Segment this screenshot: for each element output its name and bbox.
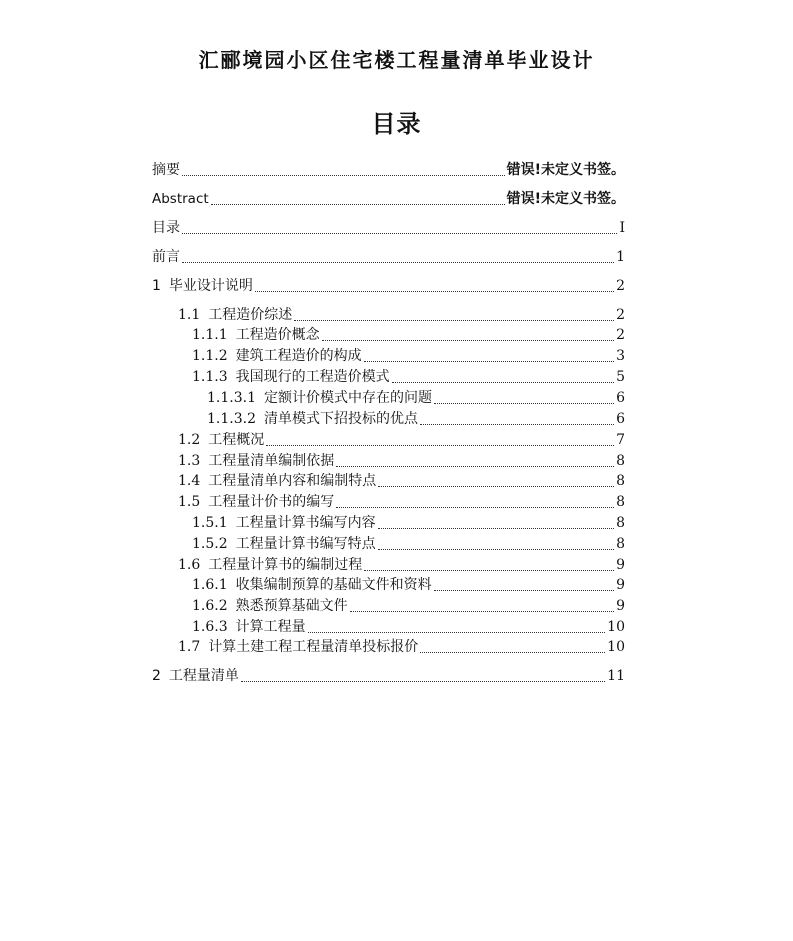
toc-entry-preface[interactable] bbox=[152, 247, 625, 267]
toc-entry-number: 1.1.3.1 bbox=[207, 390, 256, 406]
toc-entry-label: 工程量计算书编写内容 bbox=[235, 515, 376, 531]
toc-entry-page: 3 bbox=[616, 348, 625, 364]
toc-entry-number: 1 bbox=[152, 278, 161, 294]
toc-leader-dots bbox=[211, 204, 505, 205]
toc-entry-1-1[interactable] bbox=[178, 305, 625, 325]
toc-entry-1-1-3[interactable] bbox=[192, 367, 625, 387]
toc-entry-page: 2 bbox=[616, 327, 625, 343]
toc-entry-number: 2 bbox=[152, 668, 161, 684]
toc-entry-abstract-en[interactable] bbox=[152, 189, 625, 209]
toc-entry-label: 清单模式下招投标的优点 bbox=[263, 411, 418, 427]
toc-entry-page: I bbox=[619, 220, 625, 236]
toc-entry-page: 6 bbox=[616, 411, 625, 427]
toc-entry-page: 9 bbox=[616, 598, 625, 614]
toc-entry-contents[interactable] bbox=[152, 218, 625, 238]
toc-entry-number: 1.3 bbox=[178, 453, 201, 469]
toc-entry-page: 错误!未定义书签。 bbox=[506, 162, 625, 178]
toc-leader-dots bbox=[322, 340, 614, 341]
toc-leader-dots bbox=[378, 549, 614, 550]
toc-entry-page: 2 bbox=[616, 307, 625, 323]
toc-entry-label: 定额计价模式中存在的问题 bbox=[263, 390, 432, 406]
toc-entry-number: 1.6.3 bbox=[192, 619, 228, 635]
toc-entry-number: 1.1.3.2 bbox=[207, 411, 256, 427]
toc-entry-1-1-2[interactable] bbox=[192, 346, 625, 366]
toc-entry-label: 工程量计算书的编制过程 bbox=[208, 557, 363, 573]
toc-leader-dots bbox=[336, 507, 614, 508]
toc-leader-dots bbox=[420, 424, 614, 425]
toc-entry-label: 工程量计价书的编写 bbox=[208, 494, 335, 510]
toc-entry-label: 工程量计算书编写特点 bbox=[235, 536, 376, 552]
toc-entry-1-5[interactable] bbox=[178, 492, 625, 512]
toc-entry-1-6-3[interactable] bbox=[192, 617, 625, 637]
toc-entry-number: 1.7 bbox=[178, 639, 201, 655]
toc-leader-dots bbox=[364, 570, 614, 571]
toc-entry-page: 7 bbox=[616, 432, 625, 448]
toc-entry-page: 10 bbox=[607, 639, 625, 655]
toc-entry-number: 1.1.2 bbox=[192, 348, 228, 364]
toc-entry-label: 工程量清单编制依据 bbox=[208, 453, 335, 469]
toc-entry-1-3[interactable] bbox=[178, 451, 625, 471]
toc-entry-label: 计算工程量 bbox=[235, 619, 306, 635]
toc-leader-dots bbox=[182, 262, 614, 263]
toc-entry-1-1-1[interactable] bbox=[192, 325, 625, 345]
toc-entry-label: Abstract bbox=[152, 191, 209, 207]
toc-leader-dots bbox=[392, 382, 614, 383]
toc-entry-number: 1.4 bbox=[178, 473, 201, 489]
toc-entry-number: 1.6 bbox=[178, 557, 201, 573]
document-title: 汇郦境园小区住宅楼工程量清单毕业设计 bbox=[198, 48, 595, 72]
toc-leader-dots bbox=[420, 652, 605, 653]
toc-entry-page: 9 bbox=[616, 557, 625, 573]
toc-leader-dots bbox=[182, 233, 617, 234]
toc-entry-abstract-cn[interactable] bbox=[152, 160, 625, 180]
toc-entry-1-4[interactable] bbox=[178, 471, 625, 491]
toc-entry-label: 工程造价综述 bbox=[208, 307, 293, 323]
toc-entry-page: 5 bbox=[616, 369, 625, 385]
toc-entry-page: 6 bbox=[616, 390, 625, 406]
toc-entry-chapter-2[interactable] bbox=[152, 666, 625, 686]
toc-entry-1-6[interactable] bbox=[178, 555, 625, 575]
toc-leader-dots bbox=[241, 681, 605, 682]
toc-entry-1-1-3-2[interactable] bbox=[207, 409, 625, 429]
toc-entry-label: 前言 bbox=[152, 249, 180, 265]
toc-leader-dots bbox=[350, 611, 614, 612]
toc-entry-page: 8 bbox=[616, 473, 625, 489]
toc-entry-page: 8 bbox=[616, 453, 625, 469]
toc-entry-number: 1.6.2 bbox=[192, 598, 228, 614]
toc-entry-label: 工程量清单内容和编制特点 bbox=[208, 473, 377, 489]
toc-entry-label: 工程造价概念 bbox=[235, 327, 320, 343]
toc-entry-page: 8 bbox=[616, 494, 625, 510]
toc-entry-label: 熟悉预算基础文件 bbox=[235, 598, 348, 614]
toc-entry-chapter-1[interactable] bbox=[152, 276, 625, 296]
toc-leader-dots bbox=[294, 320, 614, 321]
toc-entry-page: 1 bbox=[616, 249, 625, 265]
toc-entry-number: 1.2 bbox=[178, 432, 201, 448]
toc-entry-page: 11 bbox=[607, 668, 625, 684]
toc-leader-dots bbox=[434, 590, 614, 591]
toc-entry-1-6-2[interactable] bbox=[192, 596, 625, 616]
toc-entry-1-6-1[interactable] bbox=[192, 575, 625, 595]
toc-entry-number: 1.1 bbox=[178, 307, 201, 323]
toc-leader-dots bbox=[182, 175, 505, 176]
toc-heading: 目录 bbox=[371, 110, 422, 138]
toc-entry-1-5-2[interactable] bbox=[192, 534, 625, 554]
toc-leader-dots bbox=[308, 632, 606, 633]
toc-entry-page: 10 bbox=[607, 619, 625, 635]
toc-entry-1-1-3-1[interactable] bbox=[207, 388, 625, 408]
toc-entry-page: 8 bbox=[616, 515, 625, 531]
toc-leader-dots bbox=[255, 291, 614, 292]
toc-entry-number: 1.6.1 bbox=[192, 577, 228, 593]
toc-entry-label: 收集编制预算的基础文件和资料 bbox=[235, 577, 432, 593]
toc-entry-1-2[interactable] bbox=[178, 430, 625, 450]
toc-entry-label: 摘要 bbox=[152, 162, 180, 178]
toc-leader-dots bbox=[336, 466, 614, 467]
toc-entry-1-5-1[interactable] bbox=[192, 513, 625, 533]
toc-entry-page: 2 bbox=[616, 278, 625, 294]
toc-entry-page: 9 bbox=[616, 577, 625, 593]
toc-entry-page: 8 bbox=[616, 536, 625, 552]
toc-leader-dots bbox=[378, 486, 614, 487]
toc-entry-page: 错误!未定义书签。 bbox=[506, 191, 625, 207]
toc-entry-number: 1.1.3 bbox=[192, 369, 228, 385]
toc-leader-dots bbox=[364, 361, 614, 362]
toc-entry-label: 工程量清单 bbox=[168, 668, 239, 684]
toc-entry-number: 1.5 bbox=[178, 494, 201, 510]
toc-leader-dots bbox=[378, 528, 614, 529]
toc-entry-label: 计算土建工程工程量清单投标报价 bbox=[208, 639, 419, 655]
toc-entry-label: 我国现行的工程造价模式 bbox=[235, 369, 390, 385]
toc-entry-label: 目录 bbox=[152, 220, 180, 236]
toc-entry-label: 工程概况 bbox=[208, 432, 265, 448]
toc-entry-label: 建筑工程造价的构成 bbox=[235, 348, 362, 364]
toc-entry-label: 毕业设计说明 bbox=[168, 278, 253, 294]
toc-entry-number: 1.5.1 bbox=[192, 515, 228, 531]
toc-entry-number: 1.5.2 bbox=[192, 536, 228, 552]
toc-entry-1-7[interactable] bbox=[178, 637, 625, 657]
toc-leader-dots bbox=[266, 445, 614, 446]
toc-entry-number: 1.1.1 bbox=[192, 327, 228, 343]
toc-leader-dots bbox=[434, 403, 614, 404]
